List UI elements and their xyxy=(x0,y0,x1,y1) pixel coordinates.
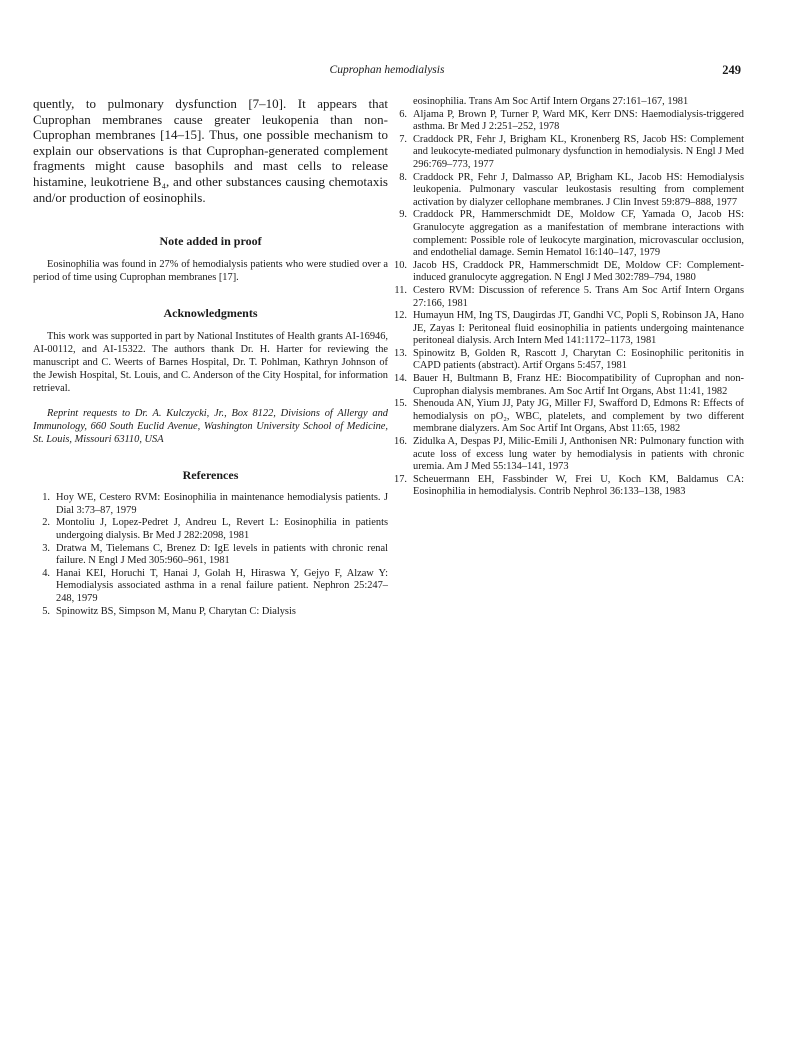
right-column xyxy=(390,96,744,499)
reference-number: 1. xyxy=(42,492,50,504)
reference-item xyxy=(390,134,744,172)
reference-item xyxy=(33,543,388,568)
reference-text: Montoliu J, Lopez-Pedret J, Andreu L, Revert L: Eosinophilia in patients undergoing dialysis. Br Med J 282:2098, 1981 xyxy=(56,517,388,541)
acknowledgments-heading: Acknowledgments xyxy=(163,306,258,321)
acknowledgments-text: This work was supported in part by National Institutes of Health grants AI-16946, AI-00112, and AI-15322. The authors thank Dr. H. Harter for reviewing the manuscript and C. Weerts of Barnes Hospital, Dr. T. Pohlman, Kathryn Johnson of the Jewish Hospital, St. Louis, and C. Anderson of the City Hospital, for information retrieval. xyxy=(33,331,388,395)
reference-item xyxy=(390,172,744,210)
reference-item xyxy=(33,568,388,606)
reference-number: 5. xyxy=(42,605,50,617)
running-title: Cuprophan hemodialysis xyxy=(329,64,445,76)
reference-item xyxy=(33,517,388,542)
reference-text: Scheuermann EH, Fassbinder W, Frei U, Koch KM, Baldamus CA: Eosinophilia in hemodialysis. Contrib Nephrol 36:133–138, 1983 xyxy=(413,473,744,498)
reference-number: 7. xyxy=(399,133,407,145)
reference-item xyxy=(390,474,744,499)
reference-number: 4. xyxy=(42,567,50,579)
reference-number: 13. xyxy=(394,347,407,359)
reference-text: Aljama P, Brown P, Turner P, Ward MK, Kerr DNS: Haemodialysis-triggered asthma. Br Med J 2:251–252, 1978 xyxy=(413,108,744,133)
reference-number: 9. xyxy=(399,209,407,221)
reference-text: Craddock PR, Fehr J, Brigham KL, Kronenberg RS, Jacob HS: Complement and leukocyte-mediated pulmonary dysfunction in hemodialysis. N Engl J Med 296:769–773, 1977 xyxy=(413,133,744,170)
reference-text: Humayun HM, Ing TS, Daugirdas JT, Gandhi VC, Popli S, Robinson JA, Hano JE, Zayas I: Peritoneal fluid eosinophilia in patients undergoing maintenance peritoneal dialysis. Arch Intern Med 141:1172–1173, 1981 xyxy=(413,310,744,347)
reference-number: 2. xyxy=(42,517,50,529)
reference-text: eosinophilia. Trans Am Soc Artif Intern Organs 27:161–167, 1981 xyxy=(413,96,689,107)
reference-text: Shenouda AN, Yium JJ, Paty JG, Miller FJ, Swafford D, Edmons R: Effects of hemodialysis on pO₂, WBC, platelets, and complement by two different membrane dialyzers. Am Soc Artif Int Organs, Abst 11:65, 1982 xyxy=(413,398,744,435)
page-number: 249 xyxy=(722,63,741,77)
reference-item xyxy=(390,373,744,398)
reference-text: Craddock PR, Hammerschmidt DE, Moldow CF, Yamada O, Jacob HS: Granulocyte aggregation as a manifestation of membrane interactions with complement: Possible role of leukocyte margination, microvascular occlusion, and endothelial damage. Semin Hematol 16:140–147, 1979 xyxy=(413,209,744,259)
reference-item xyxy=(33,492,388,517)
reference-text: Cestero RVM: Discussion of reference 5. Trans Am Soc Artif Intern Organs 27:166, 1981 xyxy=(413,284,744,309)
reference-number: 16. xyxy=(394,436,407,448)
reference-number: 15. xyxy=(394,398,407,410)
intro-paragraph: quently, to pulmonary dysfunction [7–10]. It appears that Cuprophan membranes cause greater leukopenia than non-Cuprophan membranes [14–15]. Thus, one possible mechanism to explain our observations is that Cuprophan-generated complement fragments might cause basophils and mast cells to release histamine, leukotriene B₄, and other substances causing chemotaxis and/or production of eosinophils. xyxy=(33,96,388,205)
reference-item xyxy=(390,260,744,285)
reference-item xyxy=(390,398,744,436)
reference-text: Craddock PR, Fehr J, Dalmasso AP, Brigham KL, Jacob HS: Hemodialysis leukopenia. Pulmonary vascular leukostasis resulting from complement activation by dialyzer cellophane membranes. J Clin Invest 59:879–888, 1977 xyxy=(413,171,744,208)
reference-item xyxy=(390,310,744,348)
reference-text: Zidulka A, Despas PJ, Milic-Emili J, Anthonisen NR: Pulmonary function with acute loss of excess lung water by hemodialysis in patients with chronic uremia. Am J Med 55:134–141, 1973 xyxy=(413,436,744,473)
reference-text: Dratwa M, Tielemans C, Brenez D: IgE levels in patients with chronic renal failure. N Engl J Med 305:960–961, 1981 xyxy=(56,542,388,567)
reference-text: Hoy WE, Cestero RVM: Eosinophilia in maintenance hemodialysis patients. J Dial 3:73–87, 1979 xyxy=(56,492,388,516)
reference-item xyxy=(390,109,744,134)
reference-text: Hanai KEI, Horuchi T, Hanai J, Golah H, Hiraswa Y, Gejyo F, Alzaw Y: Hemodialysis associated asthma in a renal failure patient. Nephron 25:247–248, 1979 xyxy=(56,567,388,604)
reference-item xyxy=(390,436,744,474)
note-heading: Note added in proof xyxy=(159,234,262,249)
reference-item xyxy=(390,285,744,310)
reference-number: 14. xyxy=(394,373,407,385)
reference-text: Spinowitz B, Golden R, Rascott J, Charytan C: Eosinophilic peritonitis in CAPD patients (abstract). Artif Organs 5:457, 1981 xyxy=(413,347,744,372)
reference-number: 17. xyxy=(394,473,407,485)
note-text: Eosinophilia was found in 27% of hemodialysis patients who were studied over a period of time using Cuprophan membranes [17]. xyxy=(33,259,388,284)
reference-item xyxy=(390,348,744,373)
reference-number: 12. xyxy=(394,310,407,322)
reference-list-right xyxy=(390,96,744,499)
reference-item xyxy=(390,96,744,109)
reference-number: 10. xyxy=(394,259,407,271)
reference-number: 11. xyxy=(394,284,407,296)
reference-text: Bauer H, Bultmann B, Franz HE: Biocompatibility of Cuprophan and non-Cuprophan dialysis membranes. Am Soc Artif Int Organs, Abst 11:41, 1982 xyxy=(413,373,744,397)
reference-number: 3. xyxy=(42,542,50,554)
reference-list-left xyxy=(33,492,388,618)
running-head xyxy=(33,62,741,78)
references-heading: References xyxy=(182,468,239,483)
reference-item xyxy=(390,209,744,259)
reprint-requests: Reprint requests to Dr. A. Kulczycki, Jr., Box 8122, Divisions of Allergy and Immunology, 660 South Euclid Avenue, Washington University School of Medicine, St. Louis, Missouri 63110, USA xyxy=(33,408,388,446)
left-column xyxy=(33,96,388,618)
reference-text: Spinowitz BS, Simpson M, Manu P, Charytan C: Dialysis xyxy=(56,605,296,617)
reference-item xyxy=(33,606,388,619)
reference-text: Jacob HS, Craddock PR, Hammerschmidt DE, Moldow CF: Complement-induced granulocyte aggregation. N Engl J Med 302:789–794, 1980 xyxy=(413,259,744,284)
reference-number: 6. xyxy=(399,108,407,120)
reference-number: 8. xyxy=(399,171,407,183)
